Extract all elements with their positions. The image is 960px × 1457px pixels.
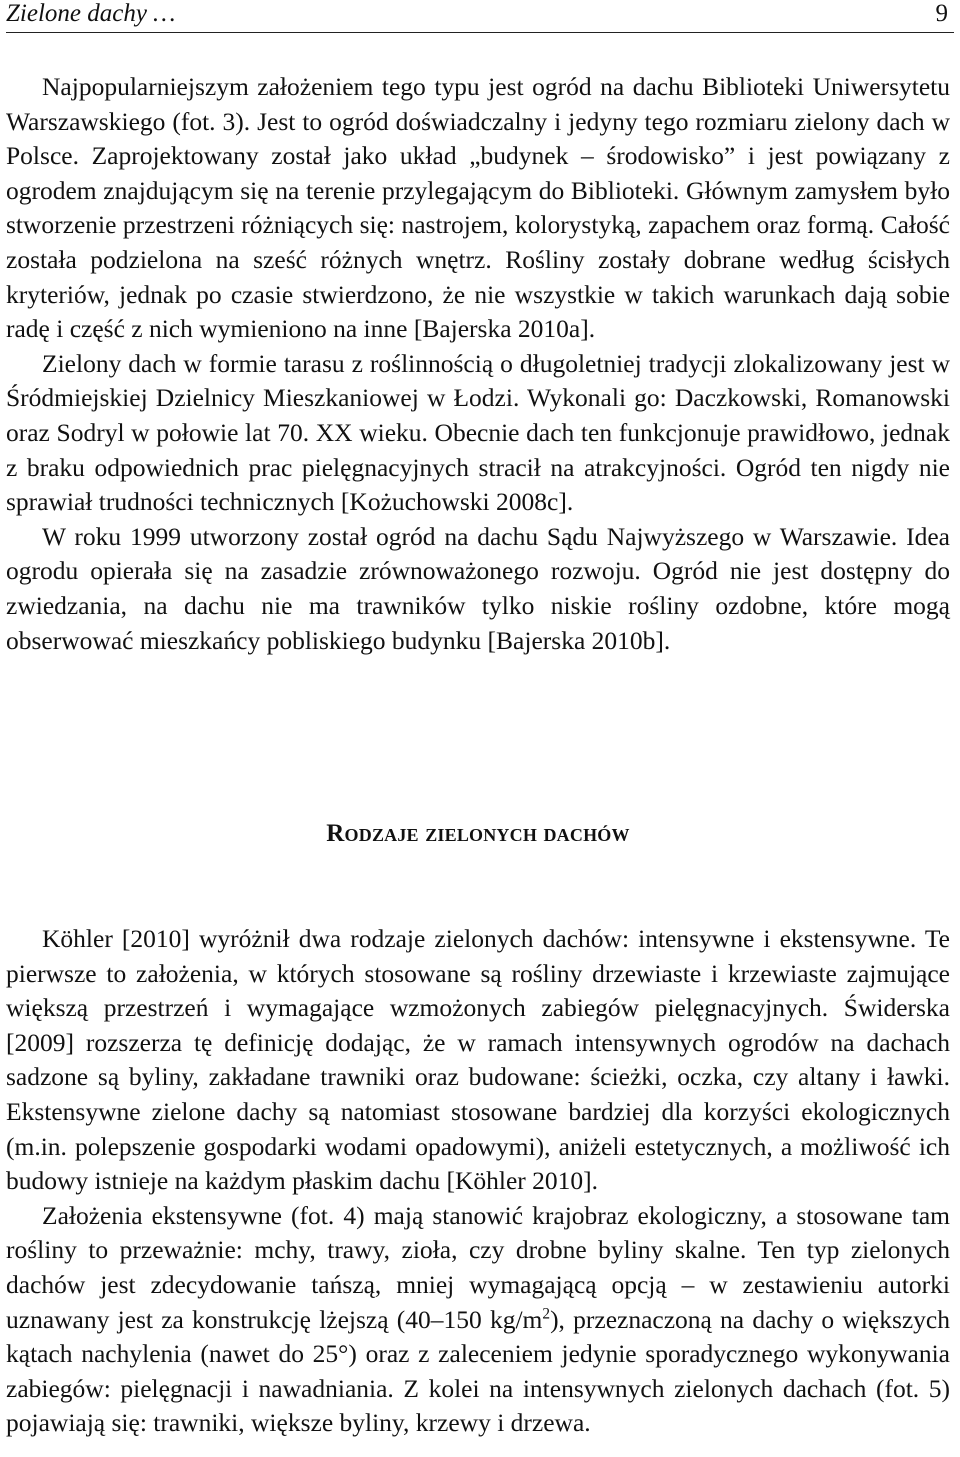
paragraph-kohler: Köhler [2010] wyróżnił dwa rodzaje zielonych dachów: intensywne i ekstensywne. Te pierwsze to założenia, w których stosowane są rośliny drzewiaste i krzewiaste zajmujące większą przestrzeń i wymagające wzmożonych zabiegów pielęgnacyjnych. Świderska [2009] rozszerza tę definicję dodając, że w ramach intensywnych ogrodów na dachach sadzone są byliny, zakładane trawniki oraz budowane: ścieżki, oczka, czy altany i ławki. Ekstensywne zielone dachy są natomiast stosowane bardziej dla korzyści ekologicznych (m.in. polepszenie gospodarki wodami opadowymi), aniżeli estetycznych, a możliwość ich budowy istnieje na każdym płaskim dachu [Köhler 2010]. bbox=[6, 924, 950, 1196]
page-body bbox=[6, 70, 950, 1441]
running-header bbox=[6, 0, 954, 33]
section-intro bbox=[6, 70, 950, 746]
superscript-2: 2 bbox=[542, 1305, 551, 1323]
running-title: Zielone dachy … bbox=[6, 0, 176, 27]
paragraph-extensive bbox=[6, 1199, 950, 1441]
paragraph-buw-garden: Najpopularniejszym założeniem tego typu jest ogród na dachu Biblioteki Uniwersytetu Warszawskiego (fot. 3). Jest to ogród doświadczalny i jedyny tego rozmiaru zielony dach w Polsce. Zaprojektowany został jako układ „budynek – środowisko” i jest powiązany z ogrodem znajdującym się na terenie przylegającym do Biblioteki. Głównym zamysłem było stworzenie przestrzeni różniących się: nastrojem, kolorystyką, zapachem oraz formą. Całość została podzielona na sześć różnych wnętrz. Rośliny zostały dobrane według ścisłych kryteriów, jednak po czasie stwierdzono, że nie wszystkie w takich warunkach dają sobie radę i część z nich wymieniono na inne [Bajerska 2010a]. bbox=[6, 72, 950, 344]
paragraph-extensive-part1: Założenia ekstensywne (fot. 4) mają stanowić krajobraz ekologiczny, a stosowane tam rośliny to przeważnie: mchy, trawy, zioła, czy drobne byliny skalne. Ten typ zielonych dachów jest zdecydowanie tańszą, mniej wymagającą opcją – w zestawieniu autorki uznawany jest za konstrukcję lżejszą (40–150 kg/m bbox=[6, 1200, 950, 1334]
paragraph-lodz-terrace: Zielony dach w formie tarasu z roślinnością o długoletniej tradycji zlokalizowany jest w Śródmiejskiej Dzielnicy Mieszkaniowej w Łodzi. Wykonali go: Daczkowski, Romanowski oraz Sodryl w połowie lat 70. XX wieku. Obecnie dach ten funkcjonuje prawidłowo, jednak z braku odpowiednich prac pielęgnacyjnych stracił na atrakcyjności. Ogród ten nigdy nie sprawiał trudności technicznych [Kożuchowski 2008c]. bbox=[6, 348, 950, 517]
page-number: 9 bbox=[935, 0, 948, 27]
paragraph-supreme-court: W roku 1999 utworzony został ogród na dachu Sądu Najwyższego w Warszawie. Idea ogrodu opierała się na zasadzie zrównoważonego rozwoju. Ogród nie jest dostępny do zwiedzania, na dachu nie ma trawników tylko niskie rośliny ozdobne, które mogą obserwować mieszkańcy pobliskiego budynku [Bajerska 2010b]. bbox=[6, 521, 950, 655]
section-heading: Rodzaje zielonych dachów bbox=[326, 819, 630, 847]
section-types bbox=[6, 922, 950, 1441]
paragraph-extensive-part2: ), przeznaczoną na dachy o większych kątach nachylenia (nawet do 25°) oraz z zaleceniem jedynie sporadycznego wykonywania zabiegów: pielęgnacji i nawadniania. Z kolei na intensywnych zielonych dachach (fot. 5) pojawiają się: trawniki, większe byliny, krzewy i drzewa. bbox=[6, 1304, 951, 1438]
